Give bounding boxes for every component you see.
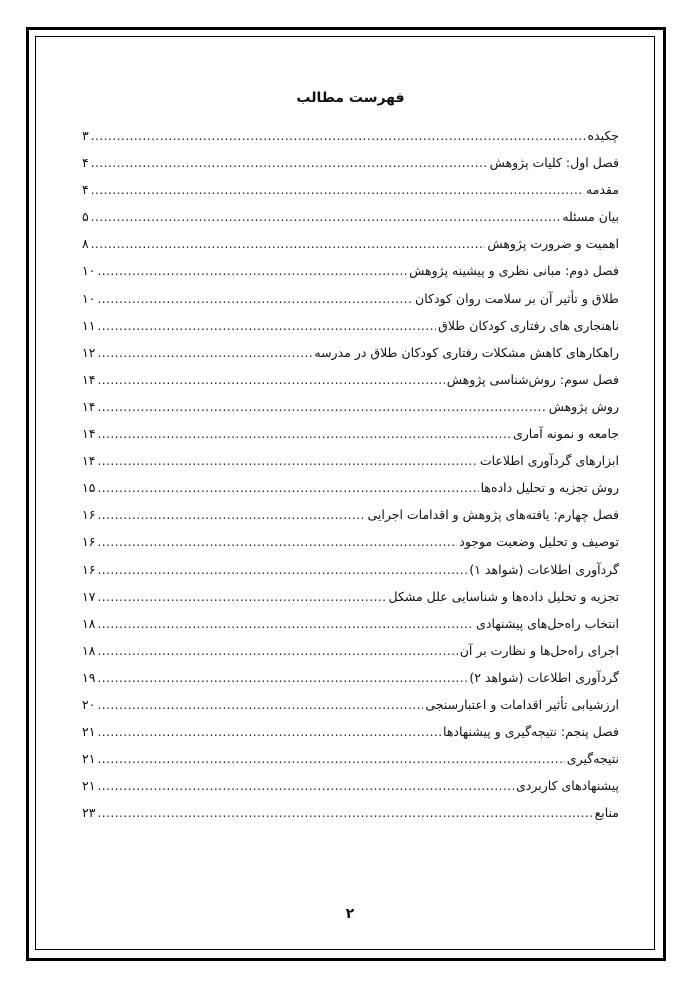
toc-dot-leader [97,367,444,394]
toc-entry-page: ۱۴ [82,398,96,414]
toc-entry [82,285,619,312]
toc-entry [82,528,619,555]
toc-entry-title: فصل سوم: روش‌شناسی پژوهش [446,371,619,387]
toc-dot-leader [97,692,423,719]
toc-dot-leader [91,204,561,231]
toc-entry [82,393,619,420]
toc-entry-title: مقدمه [586,182,619,198]
toc-entry-page: ۱۶ [82,561,96,577]
toc-entry-page: ۱۴ [82,426,96,442]
toc-dot-leader [97,394,546,421]
toc-entry [82,149,619,176]
toc-entry [82,583,619,610]
toc-entry-title: جامعه و نمونه آماری [512,426,619,442]
toc-entry-title: پیشنهادهای کاربردی [516,778,619,794]
toc-entry-title: ابزارهای گردآوری اطلاعات [479,453,619,469]
toc-dot-leader [97,448,477,475]
toc-entry-page: ۲۳ [82,805,96,821]
toc-entry [82,230,619,257]
toc-entry-page: ۲۱ [82,778,96,794]
toc-entry [82,799,619,826]
page-number: ۲ [345,906,355,922]
toc-entry [82,257,619,284]
table-of-contents [82,84,619,826]
toc-entry [82,122,619,149]
toc-entry-title: اجرای راه‌حل‌ها و نظارت بر آن [459,642,619,658]
toc-entry-title: طلاق و تأثیر آن بر سلامت روان کودکان [415,290,619,306]
toc-entry-page: ۲۱ [82,751,96,767]
toc-entry [82,312,619,339]
toc-entry-page: ۵ [82,209,89,225]
toc-entry-page: ۱۶ [82,507,96,523]
toc-entry [82,176,619,203]
toc-dot-leader [97,313,436,340]
toc-entry [82,420,619,447]
toc-entry-page: ۲۰ [82,696,96,712]
toc-entry-title: گردآوری اطلاعات (شواهد ۱) [469,561,619,577]
toc-entry-page: ۱۱ [82,317,96,333]
toc-dot-leader [91,123,586,150]
toc-entry-title: گردآوری اطلاعات (شواهد ۲) [469,669,619,685]
toc-dot-leader [97,421,511,448]
toc-dot-leader [91,150,488,177]
toc-entry-title: فصل اول: کلیات پژوهش [489,155,619,171]
toc-dot-leader [97,584,386,611]
toc-dot-leader [97,638,457,665]
toc-entry-page: ۱۹ [82,669,96,685]
toc-entry-title: چکیده [587,128,619,143]
toc-entry-page: ۴ [82,182,89,198]
toc-entry-title: بیان مسئله [562,209,619,225]
toc-entry-page: ۱۸ [82,642,96,658]
toc-entry-title: روش تجزیه و تحلیل داده‌ها [480,480,619,496]
toc-entry-page: ۱۴ [82,371,96,387]
toc-dot-leader [97,719,441,746]
toc-entry-title: تجزیه و تحلیل داده‌ها و شناسایی علل مشکل [388,588,619,604]
toc-dot-leader [97,611,474,638]
toc-entry [82,447,619,474]
toc-list [82,122,619,826]
toc-entry-title: منابع [594,805,619,821]
toc-entry-page: ۱۵ [82,480,96,496]
toc-dot-leader [97,800,592,827]
toc-dot-leader [97,557,467,584]
toc-entry-title: ناهنجاری های رفتاری کودکان طلاق [438,317,619,333]
toc-dot-leader [91,231,486,258]
toc-entry-title: توصیف و تحلیل وضعیت موجود [459,534,619,550]
toc-entry-page: ۳ [82,128,89,143]
toc-entry [82,664,619,691]
toc-entry-title: راهکارهای کاهش مشکلات رفتاری کودکان طلاق در مدرسه [314,344,619,360]
toc-dot-leader [97,773,514,800]
toc-entry [82,718,619,745]
toc-entry [82,772,619,799]
toc-title: فهرست مطالب [296,90,405,106]
toc-entry [82,339,619,366]
toc-entry-title: اهمیت و ضرورت پژوهش [487,236,619,252]
toc-entry [82,366,619,393]
toc-entry-page: ۱۸ [82,615,96,631]
toc-entry-page: ۴ [82,155,89,171]
toc-entry-page: ۱۷ [82,588,96,604]
toc-dot-leader [97,258,407,285]
toc-dot-leader [97,665,467,692]
toc-entry-title: ارزشیابی تأثیر اقدامات و اعتبارسنجی [425,696,619,712]
toc-entry-page: ۲۱ [82,724,96,740]
toc-entry-title: فصل پنجم: نتیجه‌گیری و پیشنهادها [443,724,619,740]
toc-entry [82,501,619,528]
toc-dot-leader [97,529,457,556]
toc-entry [82,556,619,583]
toc-entry-page: ۱۴ [82,453,96,469]
toc-entry [82,637,619,664]
toc-entry [82,474,619,501]
toc-entry [82,745,619,772]
toc-entry-title: فصل چهارم: یافته‌های پژوهش و اقدامات اجرایی [367,507,619,523]
toc-dot-leader [97,502,365,529]
toc-entry-title: روش پژوهش [548,398,619,414]
toc-entry-page: ۱۶ [82,534,96,550]
toc-entry [82,691,619,718]
toc-dot-leader [97,475,478,502]
toc-entry-title: نتیجه‌گیری [566,751,619,767]
toc-entry-title: انتخاب راه‌حل‌های پیشنهادی [476,615,619,631]
toc-entry-page: ۱۰ [82,263,96,279]
toc-entry [82,203,619,230]
toc-entry [82,610,619,637]
toc-entry-page: ۱۰ [82,290,96,306]
toc-entry-page: ۸ [82,236,89,252]
toc-dot-leader [91,177,584,204]
toc-dot-leader [97,340,312,367]
toc-dot-leader [97,746,564,773]
toc-entry-title: فصل دوم: مبانی نظری و پیشینه پژوهش [409,263,619,279]
toc-dot-leader [97,286,413,313]
toc-entry-page: ۱۲ [82,344,96,360]
